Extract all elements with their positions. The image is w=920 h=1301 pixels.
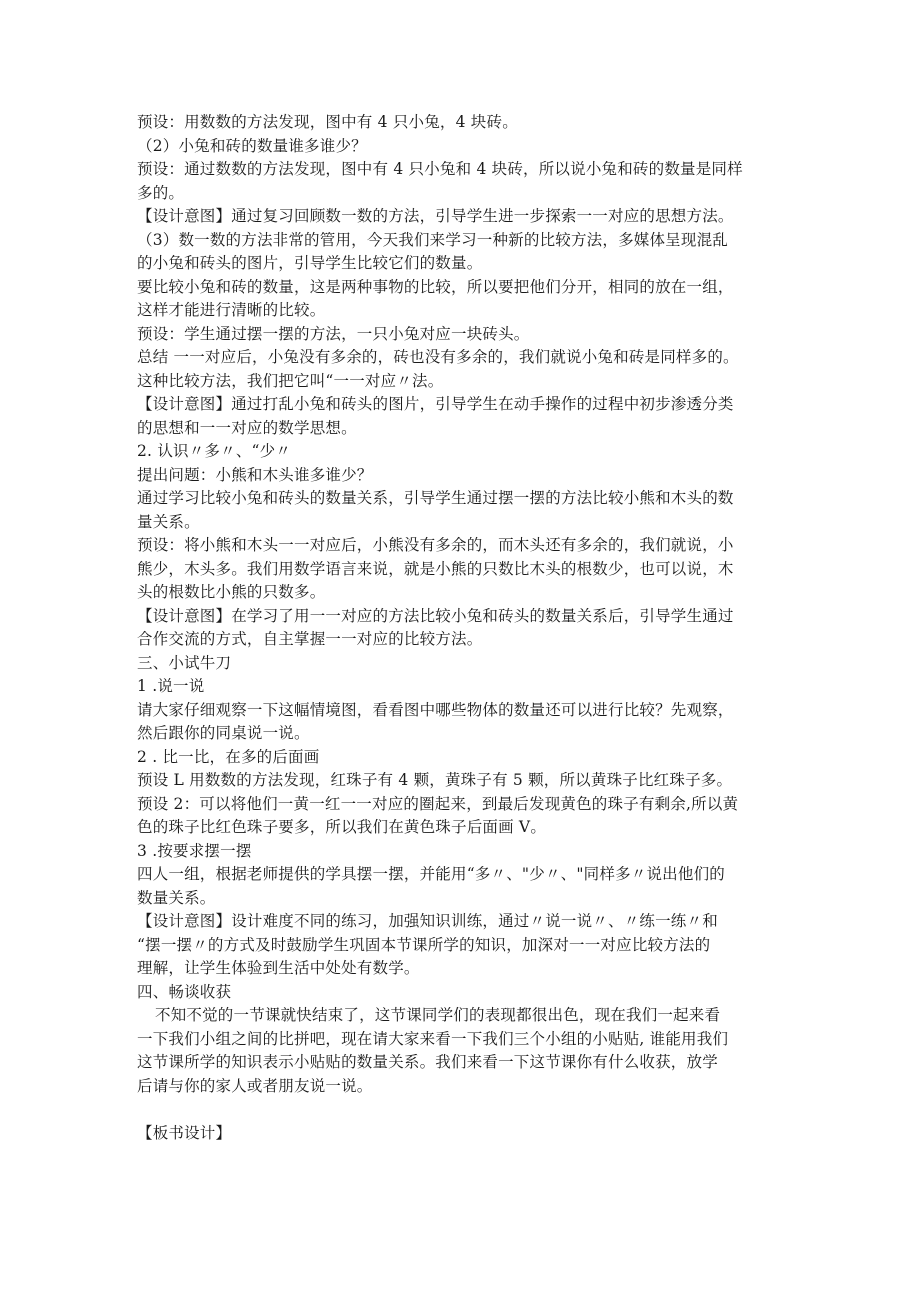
text-line: 提出问题：小熊和木头谁多谁少？ xyxy=(137,465,373,484)
text-line: 理解，让学生体验到生活中处处有数学。 xyxy=(137,959,420,977)
text-line: 然后跟你的同桌说一说。 xyxy=(137,724,310,742)
text-line: “摆一摆〃的方式及时鼓励学生巩固本节课所学的知识，加深对一一对应比较方法的 xyxy=(137,935,711,954)
section-heading: 四、畅谈收获 xyxy=(137,982,232,1001)
board-design-heading: 【板书设计】 xyxy=(137,1123,232,1142)
document-page xyxy=(137,111,797,1145)
design-intent-line: 【设计意图】设计难度不同的练习，加强知识训练，通过〃说一说〃、〃练一练〃和 xyxy=(137,912,718,930)
section-heading: 三、小试牛刀 xyxy=(137,653,232,672)
text-line: 预设：学生通过摆一摆的方法，一只小兔对应一块砖头。 xyxy=(137,324,530,343)
text-line: 要比较小兔和砖的数量，这是两种事物的比较，所以要把他们分开，相同的放在一组， xyxy=(137,277,734,296)
text-line: 合作交流的方式，自主掌握一一对应的比较方法。 xyxy=(137,630,483,648)
text-line: 熊少，木头多。我们用数学语言来说，就是小熊的只数比木头的根数少，也可以说，木 xyxy=(137,559,734,578)
text-line: 多的。 xyxy=(137,183,185,202)
text-line: 的小兔和砖头的图片，引导学生比较它们的数量。 xyxy=(137,254,483,272)
text-line: 这节课所学的知识表示小贴贴的数量关系。我们来看一下这节课你有什么收获，放学 xyxy=(137,1053,718,1071)
text-line: 预设：通过数数的方法发现，图中有 4 只小兔和 4 块砖，所以说小兔和砖的数量是同样 xyxy=(137,160,743,178)
text-line: 通过学习比较小兔和砖头的数量关系，引导学生通过摆一摆的方法比较小熊和木头的数 xyxy=(137,489,734,507)
text-line: 一下我们小组之间的比拼吧，现在请大家来看一下我们三个小组的小贴贴, 谁能用我们 xyxy=(137,1029,729,1048)
text-line: 预设：将小熊和木头一一对应后，小熊没有多余的，而木头还有多余的，我们就说，小 xyxy=(137,536,734,554)
design-intent-line: 【设计意图】通过复习回顾数一数的方法，引导学生进一步探索一一对应的思想方法。 xyxy=(137,207,734,225)
text-line: 后请与你的家人或者朋友说一说。 xyxy=(137,1076,373,1095)
text-line: 总结 一一对应后，小兔没有多余的，砖也没有多余的，我们就说小兔和砖是同样多的。 xyxy=(137,348,739,366)
subsection-heading: 1 .说一说 xyxy=(137,677,205,695)
blank-line xyxy=(137,1098,797,1122)
text-line: 预设 L 用数数的方法发现，红珠子有 4 颗，黄珠子有 5 颗，所以黄珠子比红珠子多。 xyxy=(137,771,733,789)
subsection-heading: 2 . 比一比，在多的后面画 xyxy=(137,747,320,766)
text-line: 预设：用数数的方法发现，图中有 4 只小兔，4 块砖。 xyxy=(137,113,518,131)
text-line: 不知不觉的一节课就快结束了，这节课同学们的表现都很出色，现在我们一起来看 xyxy=(155,1006,721,1024)
design-intent-line: 【设计意图】通过打乱小兔和砖头的图片，引导学生在动手操作的过程中初步渗透分类 xyxy=(137,395,734,413)
text-line: 请大家仔细观察一下这幅情境图，看看图中哪些物体的数量还可以进行比较？先观察， xyxy=(137,700,734,719)
text-line: 预设 2：可以将他们一黄一红一一对应的圈起来，到最后发现黄色的珠子有剩余,所以黄 xyxy=(137,794,739,813)
text-line: （3）数一数的方法非常的管用，今天我们来学习一种新的比较方法，多媒体呈现混乱 xyxy=(137,230,728,249)
text-line: 色的珠子比红色珠子要多，所以我们在黄色珠子后面画 V。 xyxy=(137,818,547,836)
text-line: 头的根数比小熊的只数多。 xyxy=(137,583,326,601)
text-line: 数量关系。 xyxy=(137,888,216,907)
text-line: 四人一组，根据老师提供的学具摆一摆，并能用“多〃、"少〃、"同样多〃说出他们的 xyxy=(137,865,725,883)
text-line: 这种比较方法，我们把它叫“一一对应〃法。 xyxy=(137,371,444,390)
text-line: 量关系。 xyxy=(137,512,200,531)
section-heading: 2. 认识〃多〃、“少〃 xyxy=(137,442,292,460)
text-line: （2）小兔和砖的数量谁多谁少？ xyxy=(137,136,367,155)
design-intent-line: 【设计意图】在学习了用一一对应的方法比较小兔和砖头的数量关系后，引导学生通过 xyxy=(137,606,734,625)
text-line: 这样才能进行清晰的比较。 xyxy=(137,301,326,319)
subsection-heading: 3 .按要求摆一摆 xyxy=(137,841,252,860)
text-line: 的思想和一一对应的数学思想。 xyxy=(137,418,357,437)
